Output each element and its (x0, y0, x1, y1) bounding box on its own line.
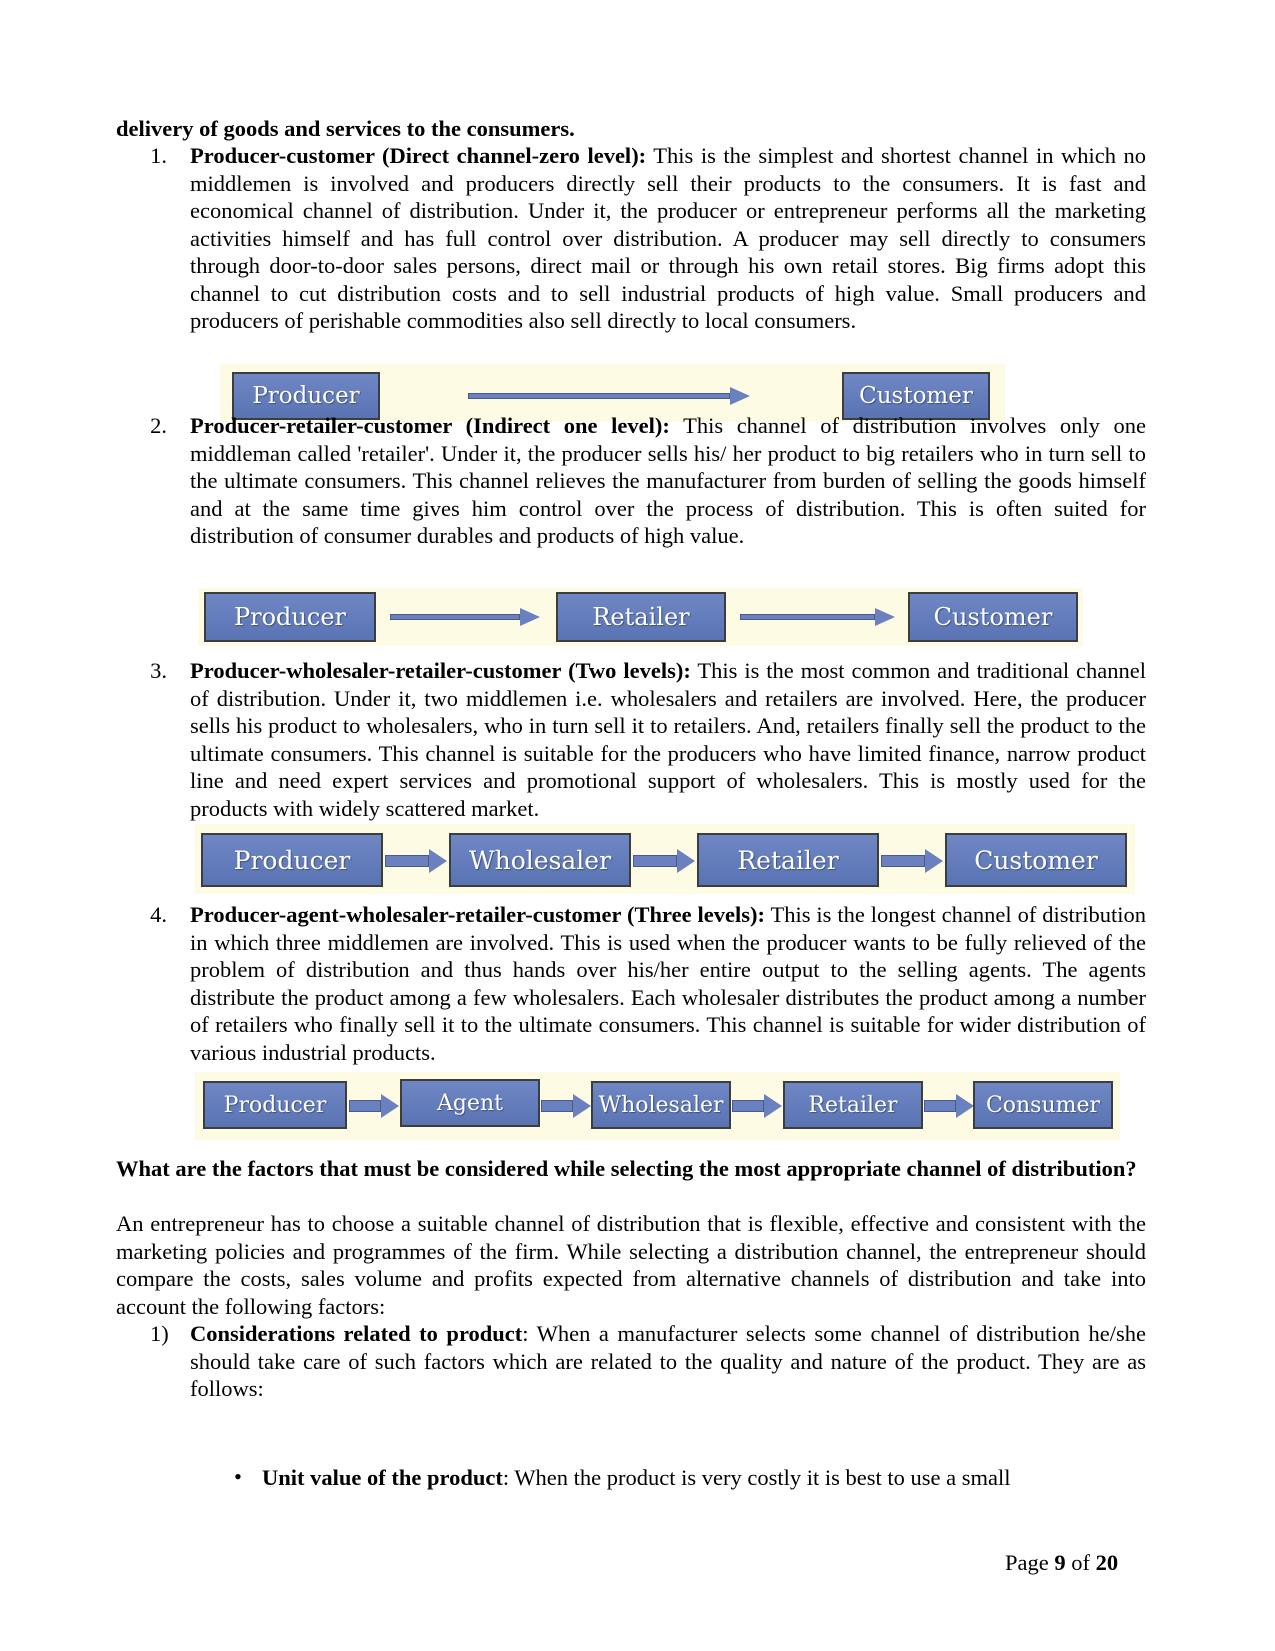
section-heading: What are the factors that must be considered while selecting the most appropriate channel of distribution? (116, 1156, 1137, 1181)
diagram-three-level-channel (195, 1072, 1120, 1140)
intro-line: delivery of goods and services to the consumers. (116, 116, 575, 141)
arrow-icon (732, 1100, 780, 1112)
arrow-icon (881, 855, 943, 867)
channel-text-1: This is the simplest and shortest channel in which no middlemen is involved and producers directly sell their products to the consumers. It is fast and economical channel of distribution. Under it, the producer or entrepreneur performs all the marketing activities himself and has full control over distribution. A producer may sell directly to consumers through door-to-door sales persons, direct mail or through his own retail stores. Big firms adopt this channel to cut distribution costs and to sell industrial products of high value. Small producers and producers of perishable commodities also sell directly to local consumers. (190, 143, 1146, 333)
diagram-box-producer: Producer (232, 372, 380, 420)
diagram-box-customer: Customer (908, 592, 1078, 642)
channel-item-3 (190, 657, 1146, 822)
list-number-2: 2. (150, 413, 167, 438)
diagram-one-level-channel (198, 588, 1083, 646)
channel-item-1 (190, 142, 1146, 335)
arrow-icon (924, 1100, 972, 1112)
diagram-box-retailer: Retailer (697, 833, 879, 887)
factor-title-1: Considerations related to product (190, 1321, 523, 1346)
diagram-two-level-channel (195, 824, 1135, 894)
arrow-icon (740, 613, 895, 621)
bullet-icon: • (234, 1464, 242, 1489)
diagram-box-wholesaler: Wholesaler (449, 833, 631, 887)
list-number-1: 1. (150, 143, 167, 168)
channel-title-1: Producer-customer (Direct channel-zero level): (190, 143, 647, 168)
list-number-3: 3. (150, 658, 167, 683)
arrow-icon (349, 1100, 397, 1112)
diagram-box-customer: Customer (842, 372, 990, 420)
diagram-box-consumer: Consumer (973, 1081, 1113, 1129)
factor-text-1: : When a manufacturer selects some channel of distribution he/she should take care of such factors which are related to the quality and nature of the product. They are as follows: (190, 1321, 1146, 1401)
channel-title-4: Producer-agent-wholesaler-retailer-customer (Three levels): (190, 902, 765, 927)
channel-text-3: This is the most common and traditional channel of distribution. Under it, two middlemen i.e. wholesalers and retailers are involved. Here, the producer sells his product to wholesalers, who in turn sell it to retailers. And, retailers finally sell the product to the ultimate consumers. This channel is suitable for the producers who have limited finance, narrow product line and need expert services and promotional support of wholesalers. This is mostly used for the products with widely scattered market. (190, 658, 1146, 821)
list-number-factor-1: 1) (150, 1321, 169, 1346)
diagram-box-producer: Producer (204, 592, 376, 642)
channel-title-2: Producer-retailer-customer (Indirect one level): (190, 413, 670, 438)
arrow-icon (541, 1100, 589, 1112)
channel-item-4 (190, 901, 1146, 1066)
footer-prefix: Page (1005, 1550, 1055, 1575)
factor-item-1 (190, 1320, 1146, 1403)
diagram-box-retailer: Retailer (556, 592, 726, 642)
diagram-box-producer: Producer (201, 833, 383, 887)
bullet-title-1: Unit value of the product (262, 1465, 503, 1490)
page-number-footer (1005, 1550, 1118, 1576)
channel-item-2 (190, 412, 1146, 550)
diagram-box-producer: Producer (203, 1081, 347, 1129)
channel-text-2: This channel of distribution involves only one middleman called 'retailer'. Under it, the producer sells his/ her product to big retailers who in turn sell to the ultimate consumers. This channel relieves the manufacturer from burden of selling the goods himself and at the same time gives him control over the process of distribution. This is often suited for distribution of consumer durables and products of high value. (190, 413, 1146, 548)
arrow-icon (468, 392, 753, 400)
bullet-item-1 (262, 1464, 1146, 1492)
diagram-box-customer: Customer (945, 833, 1127, 887)
diagram-box-retailer: Retailer (783, 1081, 923, 1129)
diagram-box-wholesaler: Wholesaler (591, 1081, 731, 1129)
footer-current-page: 9 (1054, 1550, 1066, 1575)
footer-total-pages: 20 (1095, 1550, 1119, 1575)
arrow-icon (633, 855, 695, 867)
footer-middle: of (1065, 1550, 1096, 1575)
channel-text-4: This is the longest channel of distribution in which three middlemen are involved. This is used when the producer wants to be fully relieved of the problem of distribution and thus hands over his/her entire output to the selling agents. The agents distribute the product among a few wholesalers. Each wholesaler distributes the product among a number of retailers who finally sell it to the ultimate consumers. This channel is suitable for wider distribution of various industrial products. (190, 902, 1146, 1065)
arrow-icon (385, 855, 447, 867)
arrow-icon (390, 613, 540, 621)
list-number-4: 4. (150, 902, 167, 927)
channel-title-3: Producer-wholesaler-retailer-customer (Two levels): (190, 658, 691, 683)
diagram-box-agent: Agent (400, 1079, 540, 1127)
section-paragraph: An entrepreneur has to choose a suitable channel of distribution that is flexible, effective and consistent with the marketing policies and programmes of the firm. While selecting a distribution channel, the entrepreneur should compare the costs, sales volume and profits expected from alternative channels of distribution and take into account the following factors: (116, 1211, 1146, 1319)
bullet-text-1: : When the product is very costly it is best to use a small (502, 1465, 1011, 1490)
